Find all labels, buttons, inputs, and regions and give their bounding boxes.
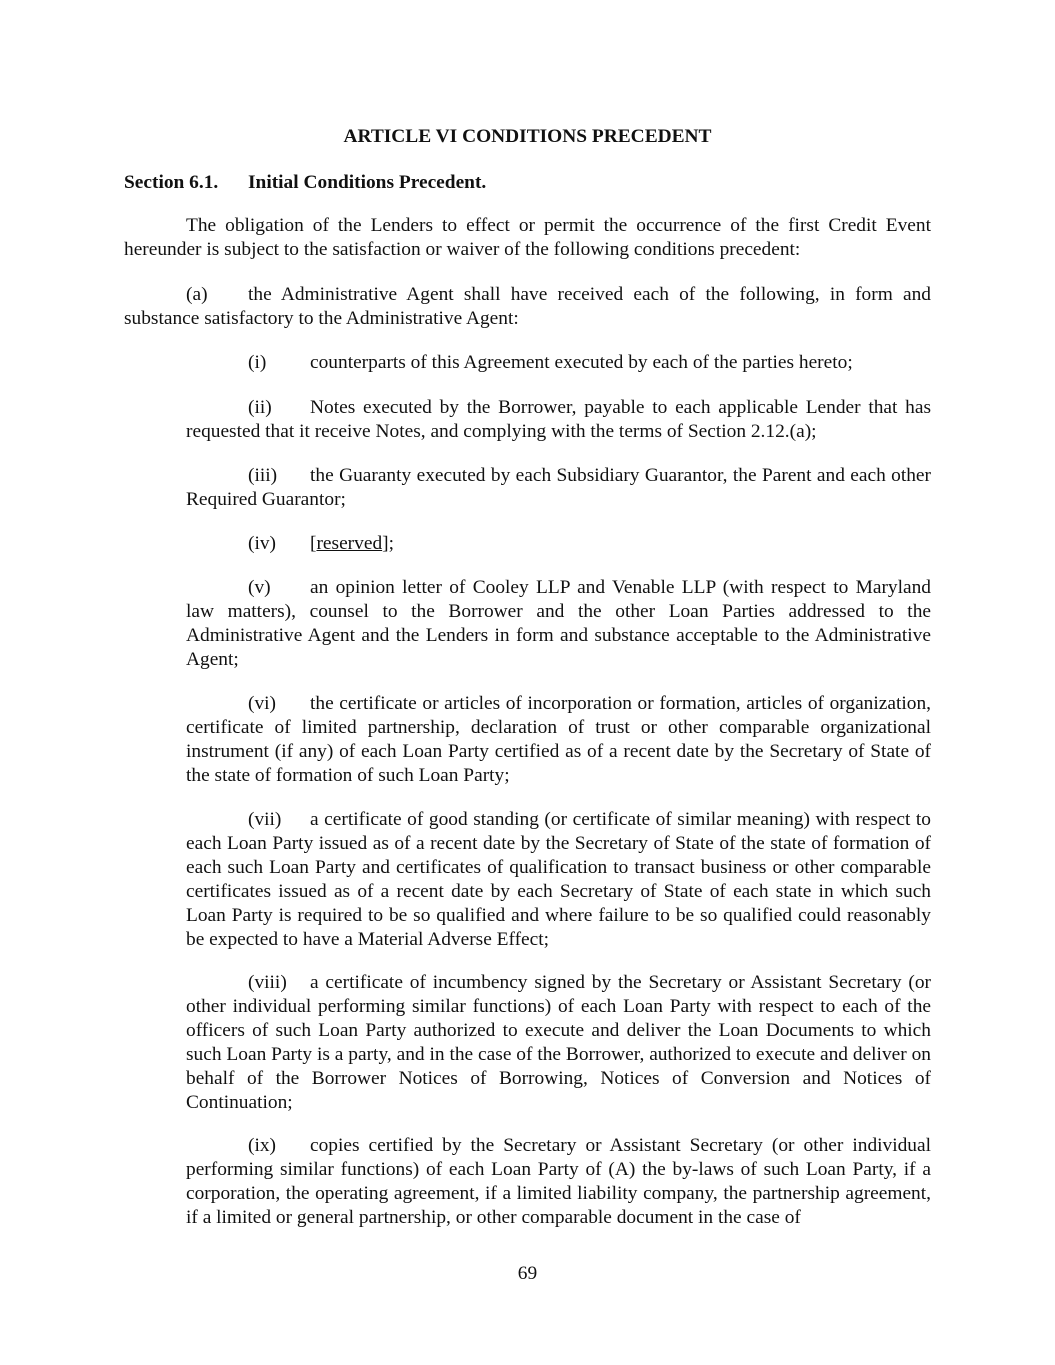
item-text-reserved: [reserved]; [310,533,394,554]
item-text: a certificate of incumbency signed by the Secretary or Assistant Secretary (or other individual performing similar functions) of each Loan Party with respect to each of the officers of such Loan Party authorized to execute and deliver the Loan Documents to which such Loan Party is a party, and in the case of the Borrower, authorized to execute and deliver on behalf of the Borrower Notices of Borrowing, Notices of Conversion and Notices of Continuation; [186,972,931,1113]
item-text: Notes executed by the Borrower, payable to each applicable Lender that has requested that it receive Notes, and complying with the terms of Section 2.12.(a); [186,397,931,442]
item-text: counterparts of this Agreement executed by each of the parties hereto; [310,352,853,373]
item-label: (vii) [248,809,282,830]
item-iv [186,532,931,556]
item-label: (viii) [248,972,287,993]
item-text: copies certified by the Secretary or Assistant Secretary (or other individual performing similar functions) of each Loan Party of (A) the by-laws of such Loan Party, if a corporation, the operating agreement, if a limited liability company, the partnership agreement, if a limited or general partnership, or other comparable document in the case of [186,1135,931,1228]
section-number: Section 6.1. [124,172,219,193]
item-label: (ii) [248,397,272,418]
clause-a-label: (a) [186,284,208,305]
item-iii [186,464,931,512]
item-text: an opinion letter of Cooley LLP and Venable LLP (with respect to Maryland law matters), counsel to the Borrower and the other Loan Parties addressed to the Administrative Agent and the Lenders in form and substance acceptable to the Administrative Agent; [186,577,931,670]
clause-a-text: the Administrative Agent shall have received each of the following, in form and substance satisfactory to the Administrative Agent: [124,284,931,329]
article-heading: ARTICLE VI CONDITIONS PRECEDENT [343,126,712,147]
item-label: (i) [248,352,267,373]
page-number: 69 [517,1263,538,1284]
item-label: (ix) [248,1135,276,1156]
item-label: (v) [248,577,271,598]
section-title: Initial Conditions Precedent. [248,172,487,193]
reserved-underlined: reserved [316,533,383,554]
item-ii [186,396,931,444]
item-v [186,576,931,672]
item-text: the Guaranty executed by each Subsidiary Guarantor, the Parent and each other Required Guarantor; [186,465,931,510]
item-viii [186,971,931,1115]
item-text: the certificate or articles of incorporation or formation, articles of organization, certificate of limited partnership, declaration of trust or other comparable organizational instrument (if any) of each Loan Party certified as of a recent date by the Secretary of State of the state of formation of such Loan Party; [186,693,931,786]
item-text: a certificate of good standing (or certificate of similar meaning) with respect to each Loan Party issued as of a recent date by the Secretary of State of the state of formation of each such Loan Party and certificates of qualification to transact business or other comparable certificates issued as of a recent date by each Secretary of State of each state in which such Loan Party is required to be so qualified and where failure to be so qualified could reasonably be expected to have a Material Adverse Effect; [186,809,931,950]
clause-a [124,283,931,331]
item-label: (iv) [248,533,276,554]
item-vii [186,808,931,952]
item-label: (iii) [248,465,278,486]
section-heading [124,171,486,195]
item-ix [186,1134,931,1230]
item-i [186,351,931,375]
item-vi [186,692,931,788]
item-label: (vi) [248,693,276,714]
intro-paragraph: The obligation of the Lenders to effect or permit the occurrence of the first Credit Event hereunder is subject to the satisfaction or waiver of the following conditions precedent: [124,215,931,260]
